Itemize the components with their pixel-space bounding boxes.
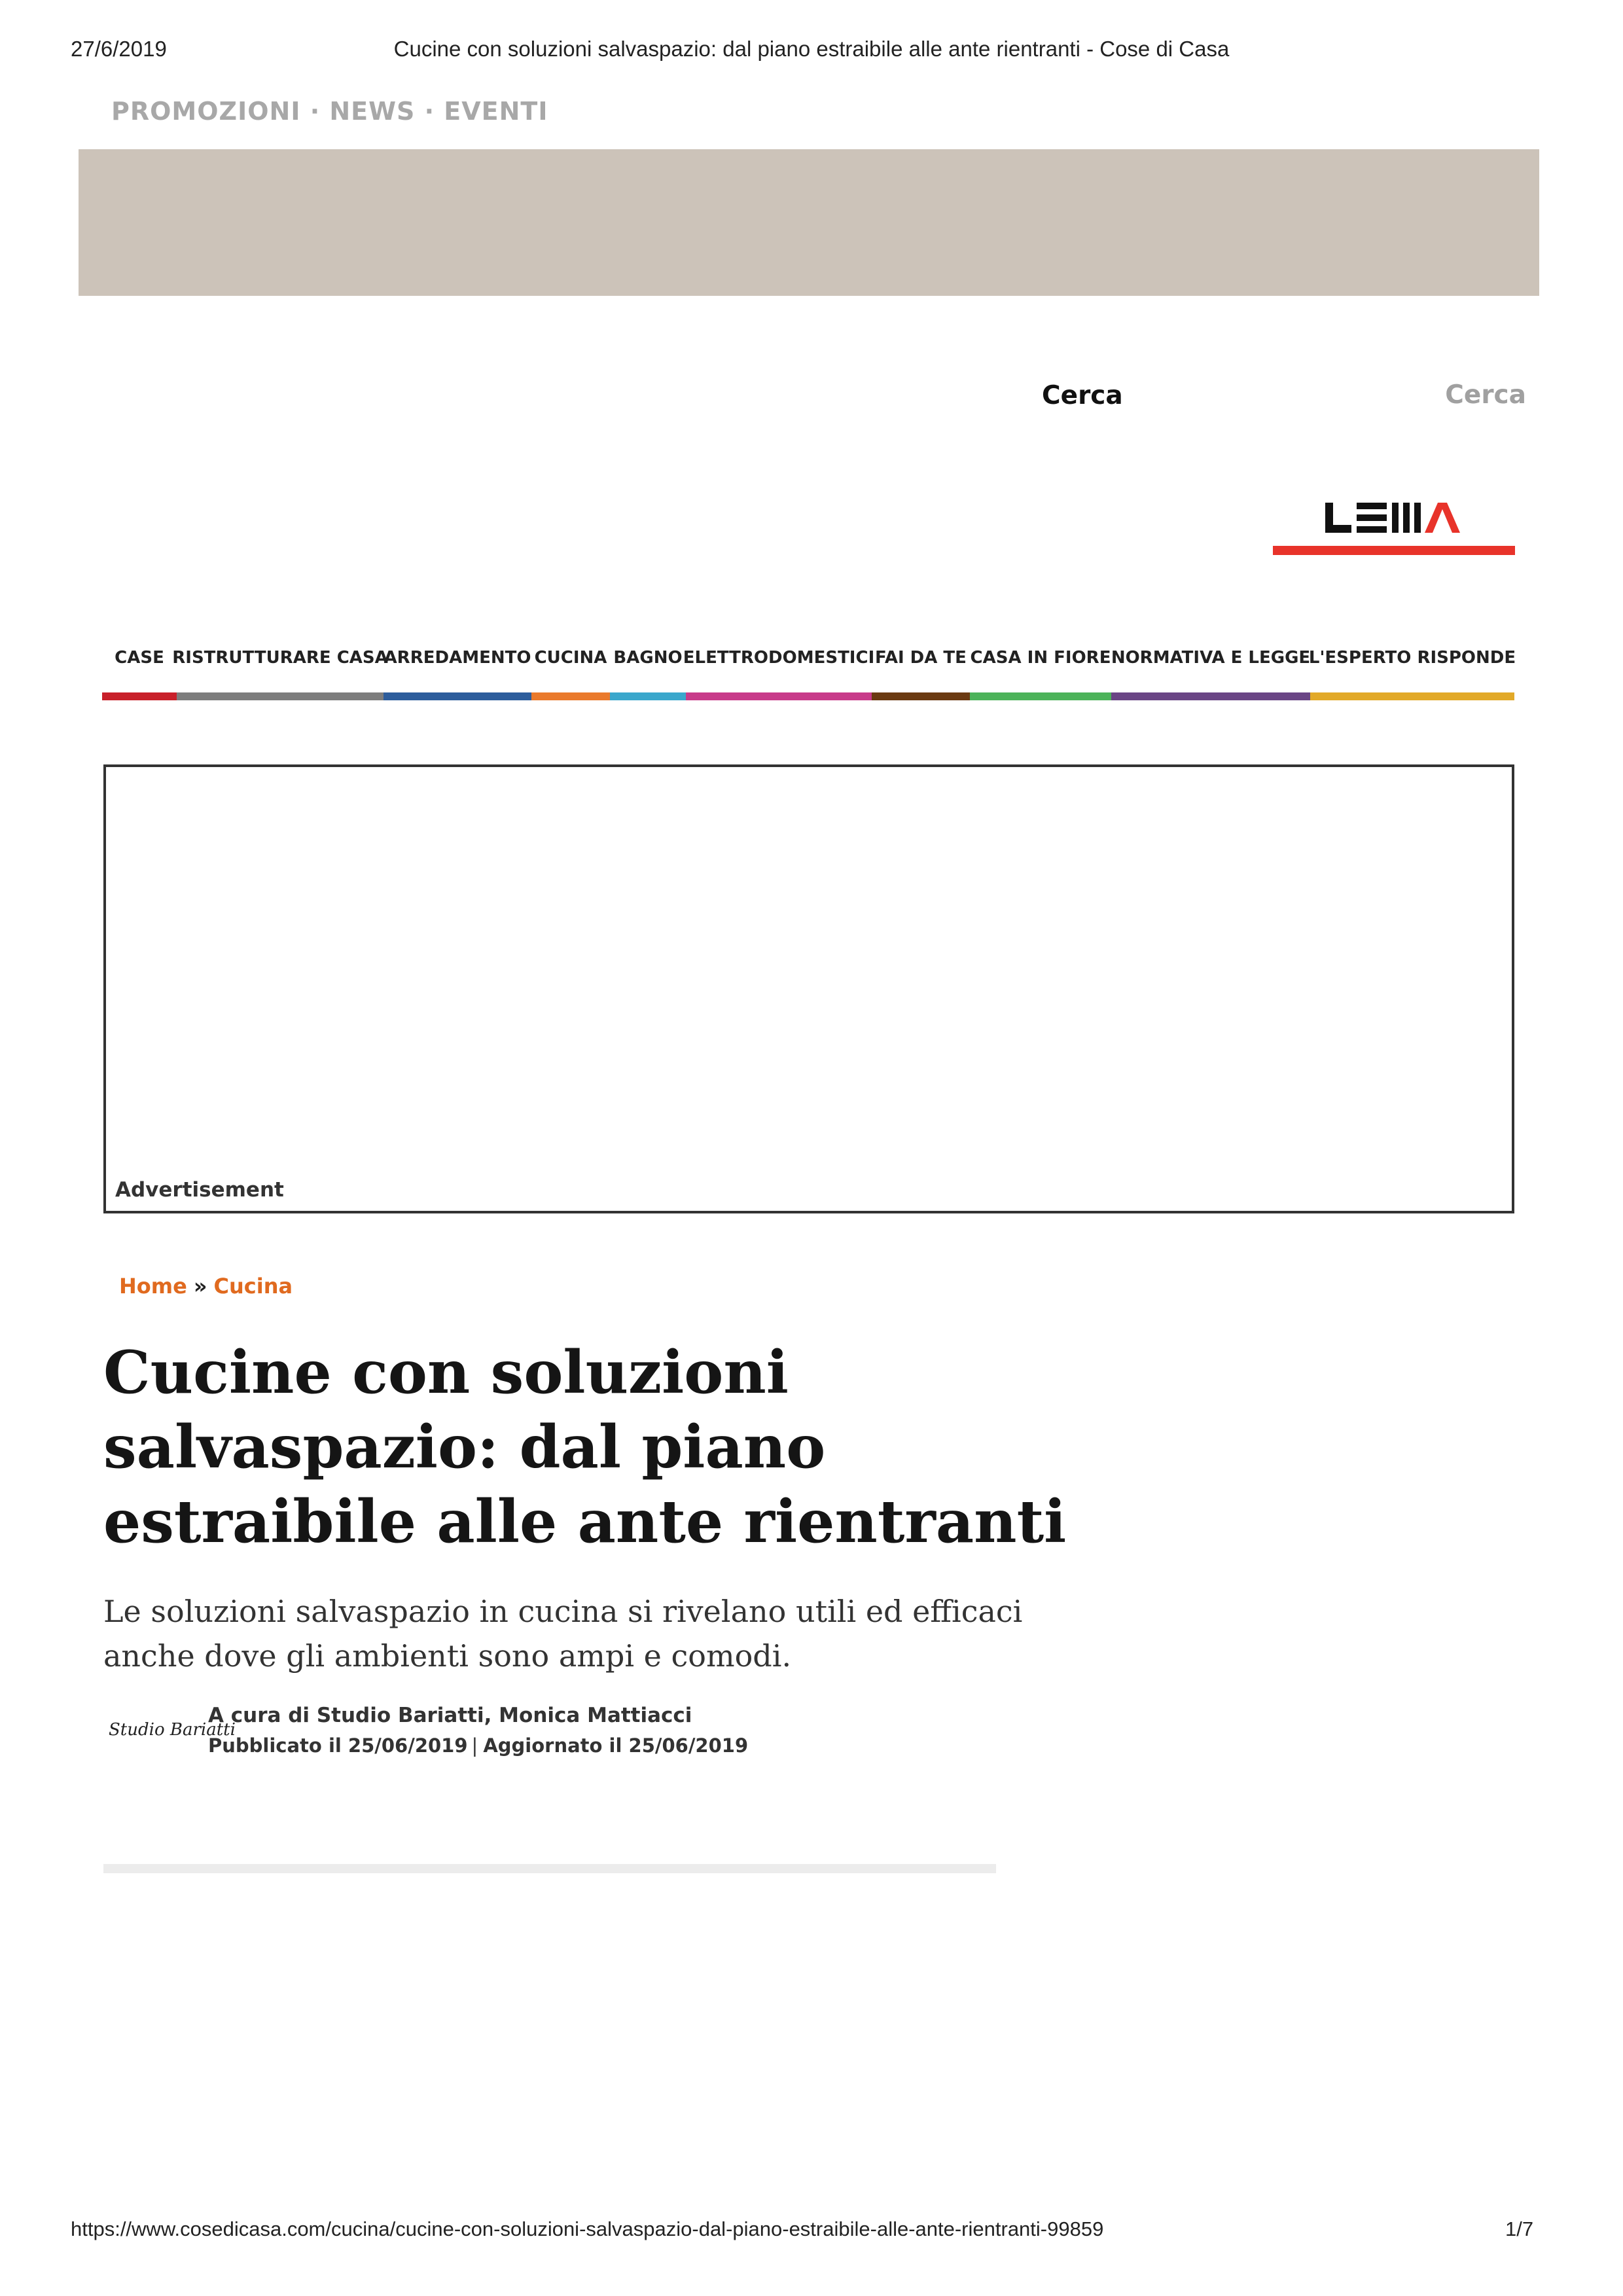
byline-separator: | xyxy=(471,1734,478,1757)
nav-item-normativa-e-legge[interactable]: NORMATIVA E LEGGE xyxy=(1111,645,1310,700)
breadcrumb-home-link[interactable]: Home xyxy=(119,1274,187,1299)
lema-logo[interactable] xyxy=(1273,497,1515,563)
search-label: Cerca xyxy=(1042,381,1123,410)
lema-logo-icon xyxy=(1273,497,1515,563)
nav-item-bagno[interactable]: BAGNO xyxy=(610,645,686,700)
top-promo-nav[interactable]: PROMOZIONI · NEWS · EVENTI xyxy=(111,97,548,126)
article-subtitle xyxy=(103,1589,1023,1678)
nav-item-case[interactable]: CASE xyxy=(102,645,177,700)
advertisement-label: Advertisement xyxy=(115,1178,284,1202)
article-headline xyxy=(103,1335,1085,1559)
nav-item-ristrutturare-casa[interactable]: RISTRUTTURARE CASA xyxy=(177,645,383,700)
nav-item-casa-in-fiore[interactable]: CASA IN FIORE xyxy=(970,645,1111,700)
byline-authors: A cura di Studio Bariatti, Monica Mattiacci xyxy=(208,1704,692,1727)
headline-line: estraibile alle ante rientranti xyxy=(103,1487,1067,1556)
top-banner xyxy=(79,149,1539,296)
nav-item-esperto-risponde[interactable]: L'ESPERTO RISPONDE xyxy=(1310,645,1514,700)
nav-item-fai-da-te[interactable]: FAI DA TE xyxy=(872,645,970,700)
print-date: 27/6/2019 xyxy=(71,37,167,61)
published-date: Pubblicato il 25/06/2019 xyxy=(208,1734,468,1757)
updated-date: Aggiornato il 25/06/2019 xyxy=(483,1734,749,1757)
author-logo: Studio Bariatti xyxy=(109,1720,236,1740)
headline-line: Cucine con soluzioni xyxy=(103,1338,789,1407)
subtitle-line: Le soluzioni salvaspazio in cucina si rivelano utili ed efficaci xyxy=(103,1594,1023,1629)
advertisement-box[interactable] xyxy=(103,764,1514,1213)
nav-item-cucina[interactable]: CUCINA xyxy=(531,645,610,700)
print-page-title: Cucine con soluzioni salvaspazio: dal piano estraibile alle ante rientranti - Cose di Casa xyxy=(393,37,1230,61)
search-input[interactable] xyxy=(1361,374,1527,415)
article-divider xyxy=(103,1864,996,1873)
article-byline xyxy=(208,1700,748,1761)
byline-dates xyxy=(208,1731,748,1761)
nav-item-elettrodomestici[interactable]: ELETTRODOMESTICI xyxy=(686,645,872,700)
headline-line: salvaspazio: dal piano xyxy=(103,1412,826,1482)
breadcrumb xyxy=(119,1274,293,1299)
print-page-number: 1/7 xyxy=(1505,2217,1534,2240)
breadcrumb-separator: » xyxy=(193,1274,207,1299)
subtitle-line: anche dove gli ambienti sono ampi e comodi. xyxy=(103,1638,792,1674)
nav-item-arredamento[interactable]: ARREDAMENTO xyxy=(383,645,531,700)
breadcrumb-cucina-link[interactable]: Cucina xyxy=(213,1274,293,1299)
print-footer-url: https://www.cosedicasa.com/cucina/cucine-con-soluzioni-salvaspazio-dal-piano-estraibile-alle-ante-rientranti-99859 xyxy=(71,2217,1104,2240)
main-nav xyxy=(102,645,1514,700)
